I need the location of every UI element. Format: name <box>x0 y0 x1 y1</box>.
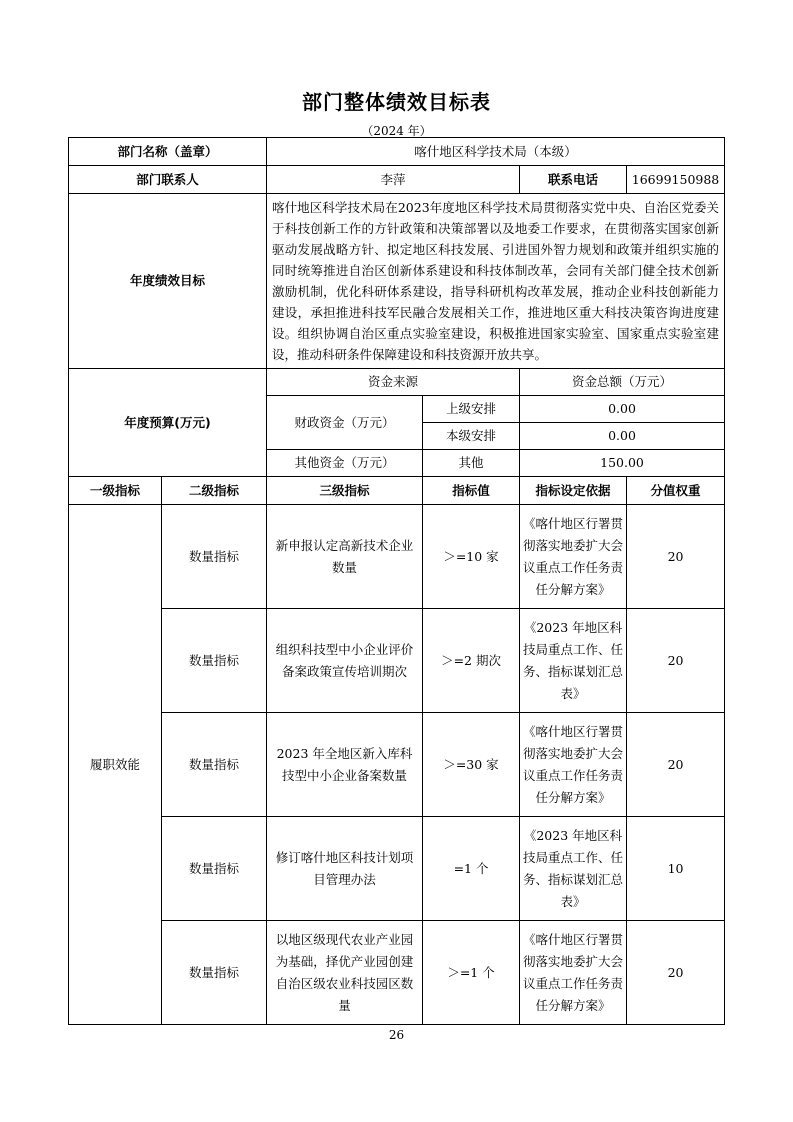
other-fund-label: 其他资金（万元） <box>267 450 423 477</box>
local-allocation-value: 0.00 <box>520 423 725 450</box>
basis-cell: 《喀什地区行署贯彻落实地委扩大会议重点工作任务责任分解方案》 <box>520 505 627 609</box>
other-fund-value: 150.00 <box>520 450 725 477</box>
header-level1: 一级指标 <box>69 477 162 505</box>
level2-cell: 数量指标 <box>162 713 267 817</box>
table-row <box>69 505 725 609</box>
performance-table <box>68 137 725 1025</box>
year-label: （2024 年） <box>361 124 432 138</box>
goal-label: 年度绩效目标 <box>69 194 267 369</box>
weight-cell: 20 <box>627 713 725 817</box>
level3-cell: 新申报认定高新技术企业数量 <box>267 505 423 609</box>
value-cell: ＞=2 期次 <box>423 609 520 713</box>
header-value: 指标值 <box>423 477 520 505</box>
upper-allocation-value: 0.00 <box>520 396 725 423</box>
level2-cell: 数量指标 <box>162 609 267 713</box>
level3-cell: 组织科技型中小企业评价备案政策宣传培训期次 <box>267 609 423 713</box>
page-title: 部门整体绩效目标表 <box>302 90 491 114</box>
upper-allocation-label: 上级安排 <box>423 396 520 423</box>
level3-cell: 修订喀什地区科技计划项目管理办法 <box>267 817 423 921</box>
level2-cell: 数量指标 <box>162 505 267 609</box>
header-level2: 二级指标 <box>162 477 267 505</box>
weight-cell: 20 <box>627 921 725 1025</box>
fiscal-fund-label: 财政资金（万元） <box>267 396 423 450</box>
value-cell: =1 个 <box>423 817 520 921</box>
level3-cell: 以地区级现代农业产业园为基础，择优产业园创建自治区级农业科技园区数量 <box>267 921 423 1025</box>
header-basis: 指标设定依据 <box>520 477 627 505</box>
level2-cell: 数量指标 <box>162 817 267 921</box>
header-level3: 三级指标 <box>267 477 423 505</box>
contact-label: 部门联系人 <box>69 166 267 194</box>
table-row <box>69 921 725 1025</box>
basis-cell: 《喀什地区行署贯彻落实地委扩大会议重点工作任务责任分解方案》 <box>520 921 627 1025</box>
level2-cell: 数量指标 <box>162 921 267 1025</box>
other-fund-sub: 其他 <box>423 450 520 477</box>
basis-cell: 《喀什地区行署贯彻落实地委扩大会议重点工作任务责任分解方案》 <box>520 713 627 817</box>
basis-cell: 《2023 年地区科技局重点工作、任务、指标谋划汇总表》 <box>520 817 627 921</box>
value-cell: ＞=30 家 <box>423 713 520 817</box>
page-number: 26 <box>388 1028 405 1042</box>
local-allocation-label: 本级安排 <box>423 423 520 450</box>
value-cell: ＞=10 家 <box>423 505 520 609</box>
table-row <box>69 609 725 713</box>
contact-name: 李萍 <box>267 166 520 194</box>
phone-label: 联系电话 <box>520 166 627 194</box>
weight-cell: 20 <box>627 505 725 609</box>
goal-text: 喀什地区科学技术局在2023年度地区科学技术局贯彻落实党中央、自治区党委关于科技创新工作的方针政策和决策部署以及地委工作要求，在贯彻落实国家创新驱动发展战略方针、拟定地区科技发展、引进国外智力规划和政策并组织实施的同时统筹推进自治区创新体系建设和科技体制改革，会同有关部门健全技术创新激励机制，优化科研体系建设，指导科研机构改革发展，推动企业科技创新能力建设，承担推进科技军民融合发展相关工作，推进地区重大科技决策咨询进度建设。组织协调自治区重点实验室建设，积极推进国家实验室、国家重点实验室建设，推动科研条件保障建设和科技资源开放共享。 <box>267 194 725 369</box>
header-weight: 分值权重 <box>627 477 725 505</box>
fund-source-header: 资金来源 <box>267 369 520 396</box>
weight-cell: 20 <box>627 609 725 713</box>
weight-cell: 10 <box>627 817 725 921</box>
table-row <box>69 713 725 817</box>
value-cell: ＞=1 个 <box>423 921 520 1025</box>
phone-value: 16699150988 <box>627 166 725 194</box>
level1-cell: 履职效能 <box>69 505 162 1025</box>
dept-name-label: 部门名称（盖章） <box>69 138 267 166</box>
dept-name-value: 喀什地区科学技术局（本级） <box>267 138 725 166</box>
budget-label: 年度预算(万元) <box>69 369 267 477</box>
fund-total-header: 资金总额（万元） <box>520 369 725 396</box>
level3-cell: 2023 年全地区新入库科技型中小企业备案数量 <box>267 713 423 817</box>
table-row <box>69 817 725 921</box>
basis-cell: 《2023 年地区科技局重点工作、任务、指标谋划汇总表》 <box>520 609 627 713</box>
